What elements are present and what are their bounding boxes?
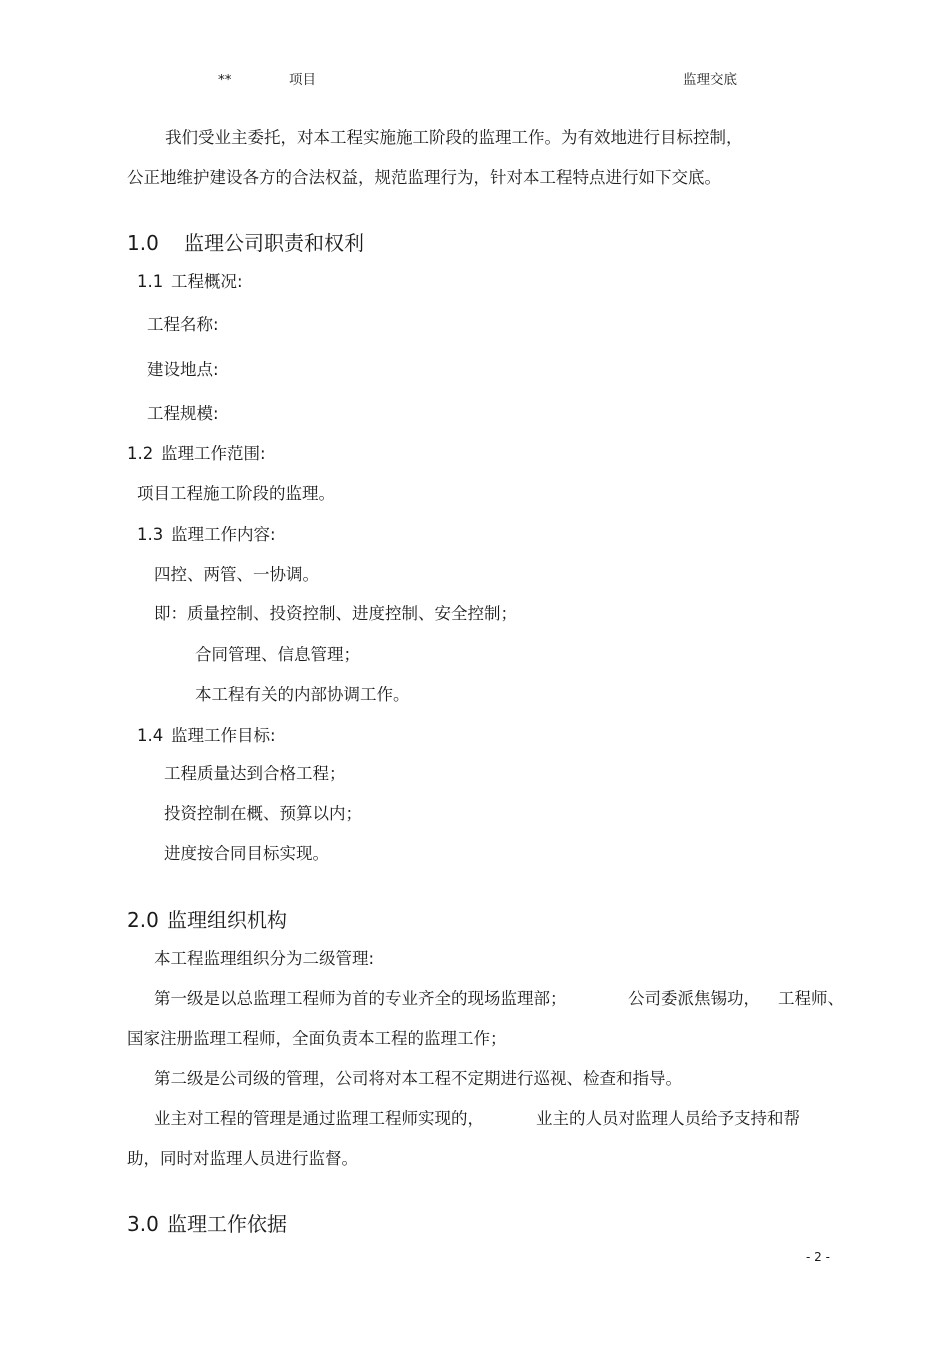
section-2-title: 监理组织机构 — [167, 908, 287, 932]
s2-para-2b: 公司委派焦锡功， — [628, 989, 760, 1008]
s13-number: 1.3 — [137, 525, 164, 544]
intro-line-1: 我们受业主委托，对本工程实施施工阶段的监理工作。为有效地进行目标控制， — [165, 128, 743, 147]
s14-item-1: 工程质量达到合格工程； — [164, 764, 346, 783]
s2-para-2d: 国家注册监理工程师，全面负责本工程的监理工作； — [127, 1029, 507, 1048]
s14-title: 监理工作目标: — [171, 726, 276, 745]
s2-para-1: 本工程监理组织分为二级管理: — [154, 949, 375, 968]
s2-para-2c: 工程师、 — [778, 989, 844, 1008]
field-location: 建设地点: — [147, 360, 219, 379]
s14-number: 1.4 — [137, 726, 164, 745]
s13-line-4: 本工程有关的内部协调工作。 — [195, 685, 410, 704]
s12-number: 1.2 — [127, 444, 154, 463]
header-project-label: 项目 — [289, 72, 316, 88]
s2-para-4c: 助，同时对监理人员进行监督。 — [127, 1149, 358, 1168]
s2-para-4a: 业主对工程的管理是通过监理工程师实现的， — [154, 1109, 484, 1128]
s13-line-2: 即：质量控制、投资控制、进度控制、安全控制； — [154, 604, 517, 623]
s12-title: 监理工作范围: — [161, 444, 266, 463]
field-scale: 工程规模: — [147, 404, 219, 423]
s2-para-3: 第二级是公司级的管理，公司将对本工程不定期进行巡视、检查和指导。 — [154, 1069, 682, 1088]
s13-line-3: 合同管理、信息管理； — [195, 645, 360, 664]
s12-text: 项目工程施工阶段的监理。 — [137, 484, 335, 503]
s2-para-4b: 业主的人员对监理人员给予支持和帮 — [536, 1109, 800, 1128]
section-3-title: 监理工作依据 — [167, 1212, 287, 1236]
s11-title: 工程概况: — [171, 272, 243, 291]
page-number: - 2 - — [806, 1250, 830, 1264]
intro-line-2: 公正地维护建设各方的合法权益，规范监理行为，针对本工程特点进行如下交底。 — [127, 168, 721, 187]
header-doc-title: 监理交底 — [683, 72, 737, 88]
s13-line-1: 四控、两管、一协调。 — [154, 565, 319, 584]
field-project-name: 工程名称: — [147, 315, 219, 334]
s13-title: 监理工作内容: — [171, 525, 276, 544]
s14-item-3: 进度按合同目标实现。 — [164, 844, 329, 863]
section-1-title: 监理公司职责和权利 — [184, 231, 364, 255]
header-mark: ** — [218, 72, 232, 88]
s2-para-2a: 第一级是以总监理工程师为首的专业齐全的现场监理部； — [154, 989, 567, 1008]
s11-number: 1.1 — [137, 272, 164, 291]
section-1-number: 1.0 — [127, 231, 159, 255]
section-3-number: 3.0 — [127, 1212, 159, 1236]
s14-item-2: 投资控制在概、预算以内； — [164, 804, 362, 823]
section-2-number: 2.0 — [127, 908, 159, 932]
